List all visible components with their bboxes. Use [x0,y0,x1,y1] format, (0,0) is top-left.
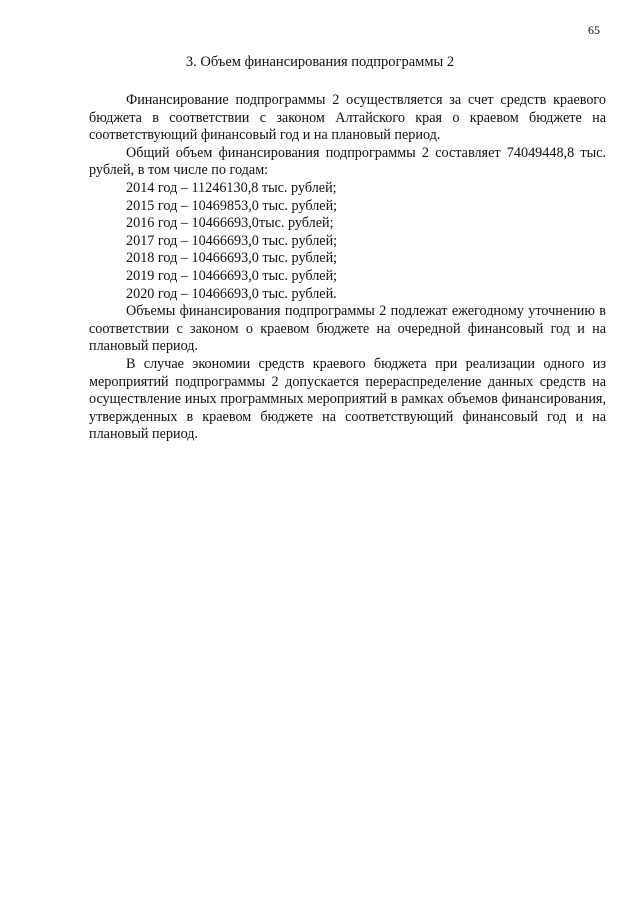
funding-year-item: 2015 год – 10469853,0 тыс. рублей; [126,197,338,214]
paragraph-annual-refinement: Объемы финансирования подпрограммы 2 подлежат ежегодному уточнению в соответствии с законом о краевом бюджете на очередной финансовый год и на плановый период. [89,303,606,355]
funding-year-item: 2019 год – 10466693,0 тыс. рублей; [126,267,338,284]
funding-year-item: 2020 год – 10466693,0 тыс. рублей. [126,285,337,302]
section-title: 3. Объем финансирования подпрограммы 2 [185,54,455,70]
funding-year-item: 2016 год – 10466693,0тыс. рублей; [126,215,334,232]
funding-by-year-list [89,180,606,303]
document-body [89,92,606,444]
funding-year-item: 2014 год – 11246130,8 тыс. рублей; [126,179,337,196]
paragraph-total-volume: Общий объем финансирования подпрограммы 2 составляет 74049448,8 тыс. рублей, в том числе по годам: [89,144,606,179]
paragraph-redistribution: В случае экономии средств краевого бюджета при реализации одного из мероприятий подпрограммы 2 допускается перераспределение данных средств на осуществление иных программных мероприятий в рамках объемов финансирования, утвержденных в краевом бюджете на соответствующий финансовый год и на плановый период. [89,355,606,443]
page-number: 65 [588,23,600,37]
funding-year-item: 2017 год – 10466693,0 тыс. рублей; [126,232,338,249]
funding-year-item: 2018 год – 10466693,0 тыс. рублей; [126,250,338,267]
paragraph-funding-source: Финансирование подпрограммы 2 осуществляется за счет средств краевого бюджета в соответствии с законом Алтайского края о краевом бюджете на соответствующий финансовый год и на плановый период. [89,92,606,144]
